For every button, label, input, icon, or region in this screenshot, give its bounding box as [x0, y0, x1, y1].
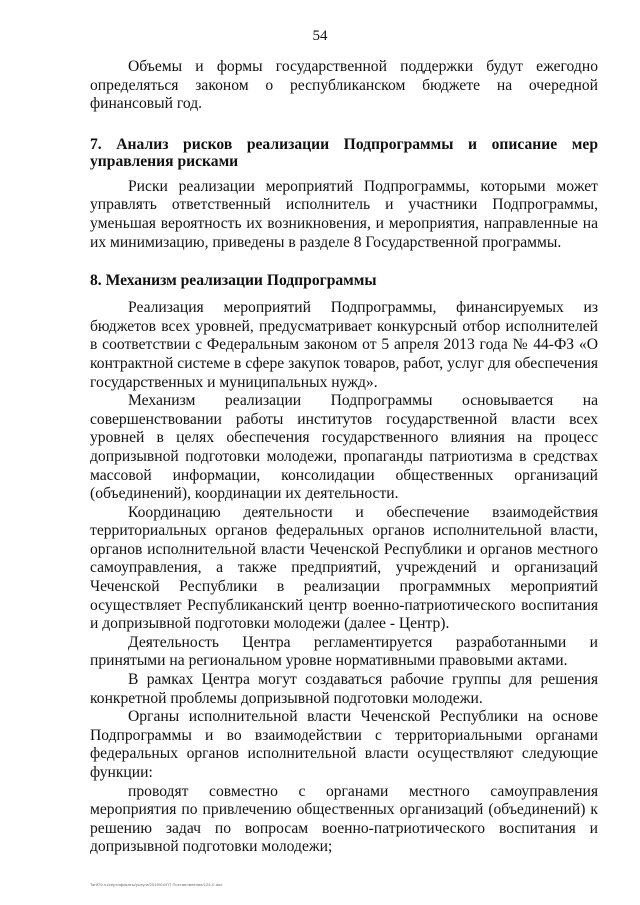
section-7-heading: 7. Анализ рисков реализации Подпрограммы и описание мер управления рисками [90, 135, 598, 170]
section-8-paragraph-2: Механизм реализации Подпрограммы основывается на совершенствовании работы институтов государственной власти всех уровней в целях обеспечения государственного влияния на процесс допризывной подготовки молодежи, пропаганды патриотизма в средствах массовой информации, консолидации общественных организаций (объединений), координации их деятельности. [90, 392, 598, 503]
section-8-paragraph-3: Координацию деятельности и обеспечение взаимодействия территориальных органов федеральных органов исполнительной власти, органов исполнительной власти Чеченской Республики и органов местного самоуправления, а также предприятий, учреждений и организаций Чеченской Республики в реализации программных мероприятий осуществляет Республиканский центр военно-патриотического воспитания и допризывной подготовки молодежи (далее - Центр). [90, 503, 598, 633]
intro-paragraph: Объемы и формы государственной поддержки будут ежегодно определяться законом о республиканском бюджете на очередной финансовый год. [90, 58, 598, 113]
section-8-paragraph-7: проводят совместно с органами местного самоуправления мероприятия по привлечению общественных организаций (объединений) к решению задач по вопросам военно-патриотического воспитания и допризывной подготовки молодежи; [90, 782, 598, 856]
document-body [90, 58, 598, 857]
section-8-heading: 8. Механизм реализации Подпрограммы [90, 272, 377, 290]
section-8-paragraph-6: Органы исполнительной власти Чеченской Республики на основе Подпрограммы и во взаимодействии с территориальными органами федеральных органов исполнительной власти осуществляют следующие функции: [90, 708, 598, 781]
section-8-paragraph-5: В рамках Центра могут создаваться рабочие группы для решения конкретной проблемы допризывной подготовки молодежи. [90, 671, 598, 707]
footer-file-path: Tarif79.ru/сертификаты/услуги/2019/04/ГП Постановление/124-0.doc [90, 882, 223, 887]
section-8-paragraph-1: Реализация мероприятий Подпрограммы, финансируемых из бюджетов всех уровней, предусматривает конкурсный отбор исполнителей в соответствии с Федеральным законом от 5 апреля 2013 года № 44-ФЗ «О контрактной системе в сфере закупок товаров, работ, услуг для обеспечения государственных и муниципальных нужд». [90, 299, 598, 391]
section-7-paragraph: Риски реализации мероприятий Подпрограммы, которыми может управлять ответственный исполнитель и участники Подпрограммы, уменьшая вероятность их возникновения, и мероприятия, направленные на их минимизацию, приведены в разделе 8 Государственной программы. [90, 177, 598, 251]
section-8-paragraph-4: Деятельность Центра регламентируется разработанными и принятыми на региональном уровне нормативными правовыми актами. [90, 633, 598, 670]
page-number: 54 [312, 28, 328, 44]
